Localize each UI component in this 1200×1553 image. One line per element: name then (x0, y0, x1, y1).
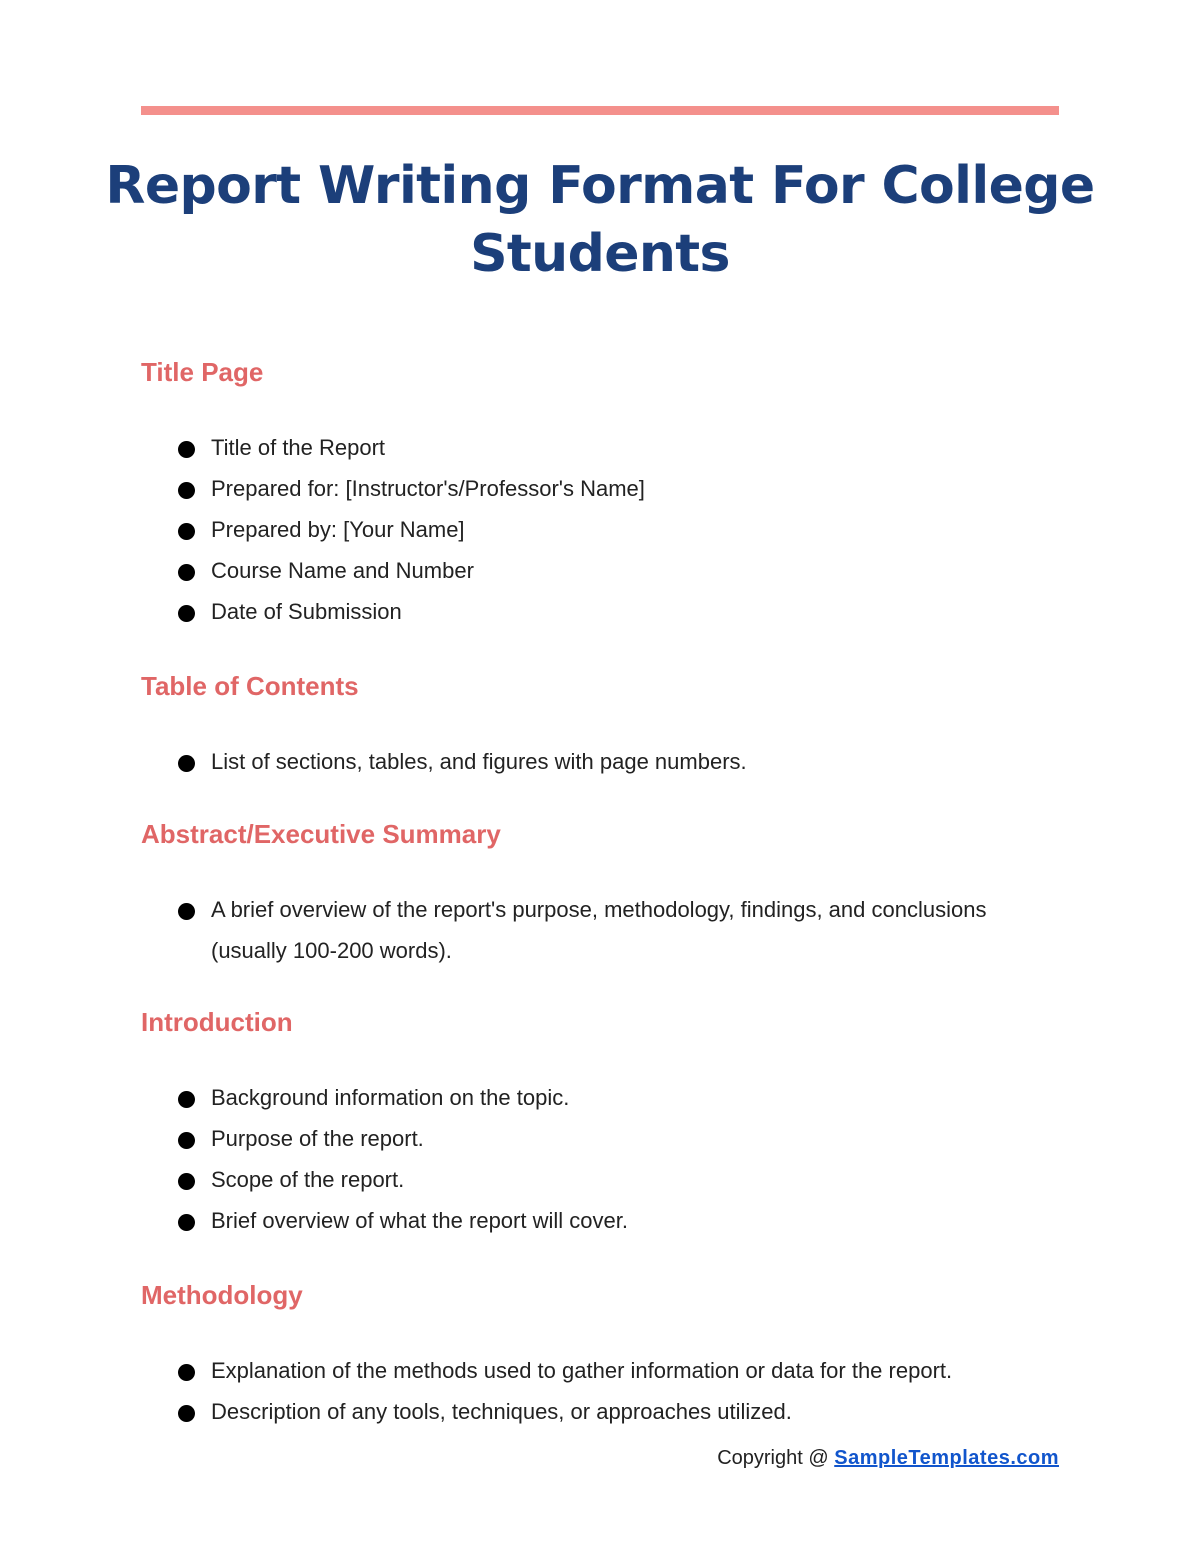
bullet-icon (178, 1405, 195, 1422)
list-item (175, 889, 1055, 971)
bullet-icon (178, 1132, 195, 1149)
list-item-text: List of sections, tables, and figures with page numbers. (211, 749, 747, 774)
bullet-icon (178, 482, 195, 499)
section-heading: Table of Contents (141, 671, 359, 701)
section-introduction (141, 1006, 1101, 1233)
list-item-text: Brief overview of what the report will cover. (211, 1208, 628, 1233)
list-item-text: Course Name and Number (211, 558, 474, 583)
sampletemplates-link[interactable]: SampleTemplates.com (834, 1447, 1059, 1469)
section-heading: Introduction (141, 1007, 293, 1037)
top-accent-rule (141, 106, 1059, 115)
list-item (175, 468, 1055, 509)
list-item (175, 1391, 1055, 1432)
bullet-list (175, 889, 1055, 971)
section-table-of-contents (141, 670, 1101, 774)
list-item-text: Explanation of the methods used to gather information or data for the report. (211, 1358, 953, 1383)
section-heading: Methodology (141, 1280, 303, 1310)
list-item-text: Background information on the topic. (211, 1085, 570, 1110)
list-item-text: Date of Submission (211, 599, 402, 624)
list-item-text: Title of the Report (211, 435, 386, 460)
bullet-icon (178, 1091, 195, 1108)
list-item-text: Prepared for: [Instructor's/Professor's Name] (211, 476, 645, 501)
section-heading: Title Page (141, 357, 264, 387)
bullet-list (175, 1077, 1055, 1241)
list-item-text: Prepared by: [Your Name] (211, 517, 465, 542)
section-title-page (141, 356, 1101, 624)
list-item (175, 591, 1055, 632)
list-item (175, 1350, 1055, 1391)
bullet-icon (178, 605, 195, 622)
list-item-text: Purpose of the report. (211, 1126, 424, 1151)
bullet-icon (178, 755, 195, 772)
bullet-icon (178, 441, 195, 458)
copyright-footer (717, 1444, 1059, 1472)
bullet-icon (178, 903, 195, 920)
bullet-icon (178, 523, 195, 540)
section-heading: Abstract/Executive Summary (141, 819, 501, 849)
bullet-icon (178, 1173, 195, 1190)
list-item (175, 550, 1055, 591)
list-item (175, 1077, 1055, 1118)
section-abstract (141, 818, 1101, 963)
section-methodology (141, 1279, 1101, 1424)
bullet-list (175, 1350, 1055, 1432)
list-item (175, 427, 1055, 468)
bullet-list (175, 427, 1055, 632)
bullet-icon (178, 1214, 195, 1231)
list-item-text: A brief overview of the report's purpose, methodology, findings, and conclusions (usually 100-200 words). (211, 897, 987, 963)
list-item (175, 509, 1055, 550)
list-item-text: Description of any tools, techniques, or approaches utilized. (211, 1399, 792, 1424)
list-item-text: Scope of the report. (211, 1167, 405, 1192)
list-item (175, 1159, 1055, 1200)
list-item (175, 1200, 1055, 1241)
copyright-label: Copyright @ (717, 1447, 829, 1469)
bullet-icon (178, 564, 195, 581)
list-item (175, 1118, 1055, 1159)
bullet-list (175, 741, 1055, 782)
bullet-icon (178, 1364, 195, 1381)
list-item (175, 741, 1055, 782)
document-title: Report Writing Format For College Students (105, 156, 1095, 284)
